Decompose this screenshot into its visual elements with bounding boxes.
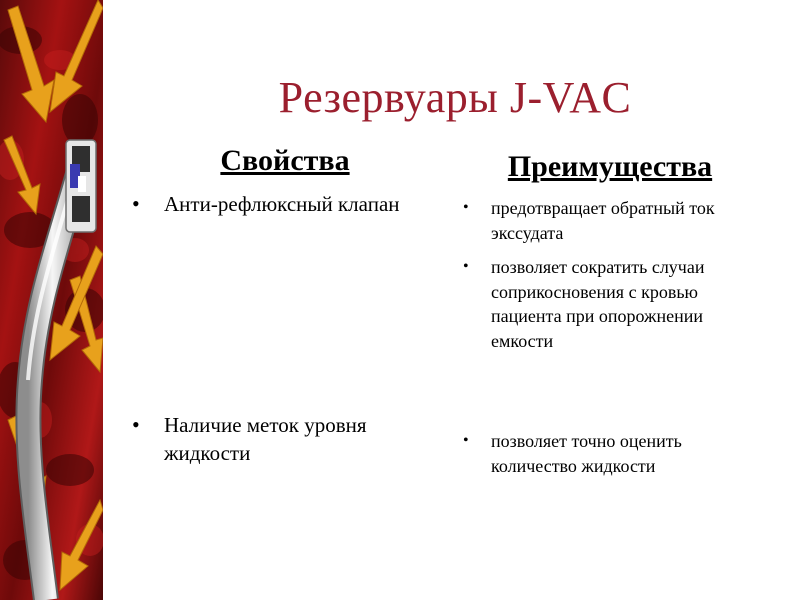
property-text: Анти-рефлюксный клапан [164, 192, 400, 216]
bullet-icon: • [463, 258, 469, 275]
advantages-heading: Преимущества [507, 150, 713, 183]
advantage-item [463, 255, 766, 353]
advantage-text: позволяет сократить случаи соприкосновения с кровью пациента при опорожнении емкости [491, 257, 705, 351]
slide-title: Резервуары J-VAC [278, 73, 632, 122]
bullet-icon: • [132, 191, 140, 216]
property-item [132, 411, 414, 467]
advantage-item [463, 429, 766, 478]
advantage-text: позволяет точно оценить количество жидкости [491, 431, 682, 476]
advantage-item [463, 196, 766, 245]
property-text: Наличие меток уровня жидкости [164, 413, 367, 465]
decorative-side-panel [0, 0, 103, 600]
property-item [132, 190, 414, 218]
bullet-icon: • [463, 432, 469, 449]
bullet-icon: • [132, 412, 140, 437]
properties-heading: Свойства [220, 144, 350, 177]
bullet-icon: • [463, 199, 469, 216]
advantage-text: предотвращает обратный ток экссудата [491, 198, 715, 243]
